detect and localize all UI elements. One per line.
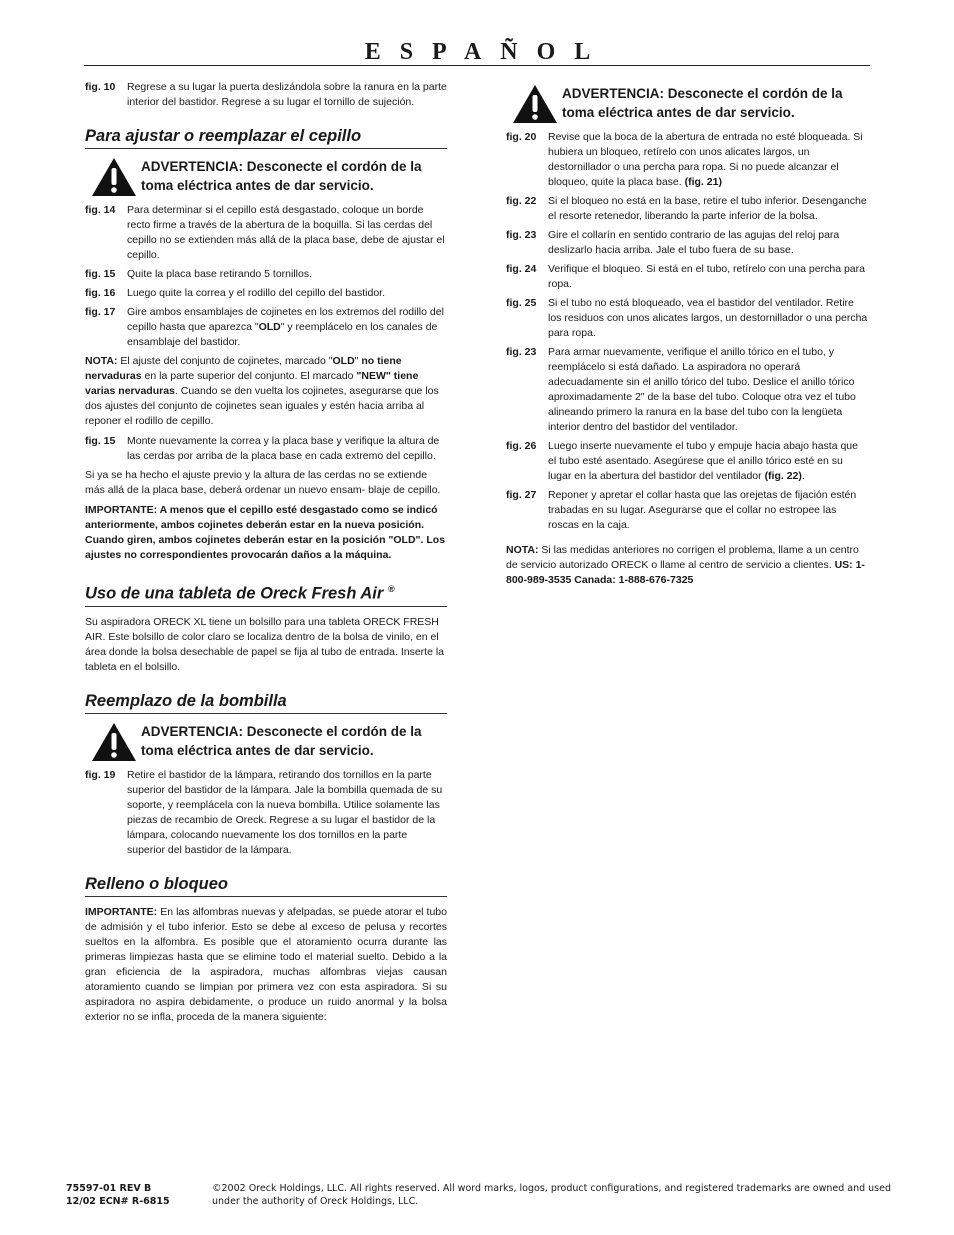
fig-text: Retire el bastidor de la lámpara, retirando dos tornillos en la parte superior del bastidor de la lámpara. Jale la bombilla quemada de su soporte, y reemplácela con la nueva bombilla. Utilice solamente las piezas de recambio de Oreck. Regrese a su lugar el bastidor de la lámpara, colocando nuevamente los dos tornillos en la parte superior del bastidor de la lámpara.: [127, 768, 443, 856]
footer-copyright: ©2002 Oreck Holdings, LLC. All rights reserved. All word marks, logos, product configurations, and registered trademarks are owned and used under the authority of Oreck Holdings, LLC.: [212, 1183, 891, 1207]
fig-text: Para armar nuevamente, verifique el anillo tórico en el tubo, y reemplácelo si está dañado. La aspiradora no operará adecuadamente sin el anillo tórico del tubo. Deslice el anillo tórico aproximadamente 2" de la base del tubo. Coloque otra vez el tubo alineando primero la ranura en la base del tubo con la lengüeta interior dentro del bastidor del ventilador.: [548, 346, 856, 433]
fig-22-row: [506, 194, 868, 224]
fig-text: Monte nuevamente la correa y la placa base y verifique la altura de las cerdas por arriba de la placa base en cada extremo del cepillo.: [127, 435, 440, 462]
fig-label: fig. 15: [85, 435, 116, 447]
fig-text: Gire el collarín en sentido contrario de las agujas del reloj para deslizarlo hacia arriba. Jale el tubo fuera de su base.: [548, 229, 840, 256]
fig-label: fig. 24: [506, 263, 537, 275]
important-label: IMPORTANTE:: [85, 905, 158, 918]
fig-label: fig. 26: [506, 440, 537, 452]
warning-triangle-icon: [85, 157, 141, 197]
fig-23b-row: [506, 345, 868, 435]
note-part: El ajuste del conjunto de cojinetes, marcado ": [117, 355, 333, 367]
note-label: NOTA:: [85, 355, 118, 367]
warning-triangle-icon: [85, 722, 141, 762]
note-bearings: [85, 354, 447, 429]
clog-text: En las alfombras nuevas y afelpadas, se puede atorar el tubo de admisión y el tubo inferior. Esto se debe al exceso de pelusa y recortes sueltos en la alfombra. Es posible que el atoramiento ocurra durante las primeras limpiezas hasta que se elimine todo el material suelto. Debido a la gran eficiencia de la aspiradora, muchas alfombras viejas causan atoramiento cuando se limpian por primera vez con esta aspiradora. Si su aspiradora no aspira debidamente, o produce un ruido anormal y la bolsa exterior no se infla, proceda de la manera siguiente:: [85, 905, 447, 1023]
fig-16-row: [85, 286, 447, 301]
fig-17-row: [85, 305, 447, 350]
paragraph-brush-order: Si ya se ha hecho el ajuste previo y la altura de las cerdas no se extiende más allá de la placa base, deberá ordenar un nuevo ensam- blaje de cepillo.: [85, 469, 441, 496]
fig-label: fig. 20: [506, 131, 537, 143]
section-title-brush: Para ajustar o reemplazar el cepillo: [85, 126, 447, 149]
fig-10-row: [85, 80, 447, 110]
fig-text: Regrese a su lugar la puerta deslizándola sobre la ranura en la parte interior del bastidor. Regrese a su lugar el tornillo de sujeción.: [127, 81, 447, 108]
warning-clog: [506, 84, 868, 124]
doc-ecn: 12/02 ECN# R-6815: [66, 1196, 170, 1207]
fig-text: Reponer y apretar el collar hasta que las orejetas de fijación estén trabadas en su lugar. Asegurarse que el collar no estropee las roscas en la caja.: [548, 489, 857, 531]
footer-doc-code: [66, 1182, 212, 1208]
header-divider: [84, 65, 870, 66]
section-title-fresh-air: [85, 579, 447, 607]
fig-23-row: [506, 228, 868, 258]
fig-label: fig. 16: [85, 287, 116, 299]
paragraph-fresh-air: Su aspiradora ORECK XL tiene un bolsillo para una tableta ORECK FRESH AIR. Este bolsillo de color claro se localiza dentro de la bolsa de vinilo, en el área donde la bolsa desechable de papel se fija al tubo de entrada. Inserte la tableta en el bolsillo.: [85, 615, 445, 673]
note-text: Si las medidas anteriores no corrigen el problema, llame a un centro de servicio autorizado ORECK o llame al centro de servicio a clientes.: [506, 544, 859, 571]
fig-15b-row: [85, 434, 447, 464]
note-part: en la parte superior del conjunto. El marcado: [141, 370, 357, 382]
fig-label: fig. 23: [506, 346, 537, 358]
section-title-text: Uso de una tableta de Oreck Fresh Air: [85, 584, 384, 603]
fig-text: Para determinar si el cepillo está desgastado, coloque un borde recto firme a través de la abertura de la boquilla. Si las cerdas del cepillo no se extienden más allá de la placa base, debe de ajustar el cepillo.: [127, 204, 445, 261]
fig-26-row: [506, 439, 868, 484]
note-bold: "NEW" tiene varias nervaduras: [85, 370, 419, 397]
fig-label: fig. 14: [85, 204, 116, 216]
section-title-clog: Relleno o bloqueo: [85, 874, 447, 897]
fig-ref: (fig. 21): [684, 176, 722, 188]
fig-label: fig. 23: [506, 229, 537, 241]
fig-14-row: [85, 203, 447, 263]
fig-text: Si el bloqueo no está en la base, retire el tubo inferior. Desenganche el resorte retenedor, liberando la parte inferior de la bolsa.: [548, 195, 867, 222]
fig-25-row: [506, 296, 868, 341]
footer: [66, 1182, 896, 1208]
note-bold: no tiene nervaduras: [85, 355, 402, 382]
fig-label: fig. 22: [506, 195, 537, 207]
warning-text: ADVERTENCIA: Desconecte el cordón de la toma eléctrica antes de dar servicio.: [562, 86, 843, 120]
warning-triangle-icon: [506, 84, 562, 124]
fig-label: fig. 25: [506, 297, 537, 309]
fig-27-row: [506, 488, 868, 533]
section-title-bulb: Reemplazo de la bombilla: [85, 691, 447, 714]
note-bold: OLD: [332, 355, 355, 367]
fig-text-bold: OLD: [258, 321, 281, 333]
fig-text: Verifique el bloqueo. Si está en el tubo, retírelo con una percha para ropa.: [548, 263, 865, 290]
right-column: [506, 80, 868, 593]
paragraph-clog: [85, 905, 447, 1025]
page-title: ESPAÑOL: [364, 39, 610, 65]
fig-text: [548, 439, 868, 484]
fig-text: Quite la placa base retirando 5 tornillos.: [127, 268, 313, 280]
fig-text-part: " y reemplácelo en los canales de ensamblaje del bastidor.: [127, 321, 438, 348]
fig-text-part: Gire ambos ensamblajes de cojinetes en los extremos del rodillo del cepillo hasta que aparezca ": [127, 306, 444, 333]
warning-text: ADVERTENCIA: Desconecte el cordón de la toma eléctrica antes de dar servicio.: [141, 159, 422, 193]
fig-24-row: [506, 262, 868, 292]
left-column: [85, 80, 447, 1030]
fig-text: [127, 305, 447, 350]
fig-text: Si el tubo no está bloqueado, vea el bastidor del ventilador. Retire los residuos con unos alicates largos, un destornillador o una percha para ropa.: [548, 297, 868, 339]
doc-revision: 75597-01 REV B: [66, 1183, 152, 1194]
fig-text-part: .: [801, 470, 805, 482]
fig-19-row: [85, 768, 447, 858]
note-part: . Cuando se den vuelta los cojinetes, asegurarse que los dos ajustes del conjunto de cojinetes sean iguales y estén hacia arriba al reponer el rodillo de cepillo.: [85, 385, 439, 427]
fig-text-part: Luego inserte nuevamente el tubo y empuje hacia abajo hasta que el tubo esté asentado. Asegúrese que el anillo tórico esté en su lugar en la abertura del bastidor del ventilador: [548, 440, 858, 482]
fig-label: fig. 17: [85, 306, 116, 318]
fig-label: fig. 15: [85, 268, 116, 280]
fig-label: fig. 27: [506, 489, 537, 501]
important-brush: IMPORTANTE: A menos que el cepillo esté desgastado como se indicó anteriormente, ambos cojinetes deberán estar en la nueva posición. Cuando giren, ambos cojinetes deberán estar en la posición "OLD". Los ajustes no correspondientes provocarán daños a la máquina.: [85, 504, 446, 561]
note-label: NOTA:: [506, 544, 539, 556]
note-part: ": [354, 355, 362, 367]
fig-20-row: [506, 130, 868, 190]
fig-label: fig. 10: [85, 81, 116, 93]
fig-ref: (fig. 22): [764, 470, 802, 482]
fig-text: Luego quite la correa y el rodillo del cepillo del bastidor.: [127, 287, 385, 299]
warning-text: ADVERTENCIA: Desconecte el cordón de la toma eléctrica antes de dar servicio.: [141, 723, 422, 758]
note-service: [506, 543, 868, 588]
phone-numbers: US: 1-800-989-3535 Canada: 1-888-676-7325: [506, 559, 865, 586]
warning-brush: [85, 157, 447, 197]
registered-mark: ®: [387, 584, 395, 594]
fig-15-row: [85, 267, 447, 282]
fig-text: [548, 130, 868, 190]
warning-bulb: [85, 722, 447, 762]
fig-text-part: Revise que la boca de la abertura de entrada no esté bloqueada. Si hubiera un bloqueo, retírelo con unos alicates largos, un destornillador o una percha para ropa. Si no puede alcanzar el bloqueo, quite la placa base.: [548, 131, 863, 188]
fig-label: fig. 19: [85, 768, 116, 781]
